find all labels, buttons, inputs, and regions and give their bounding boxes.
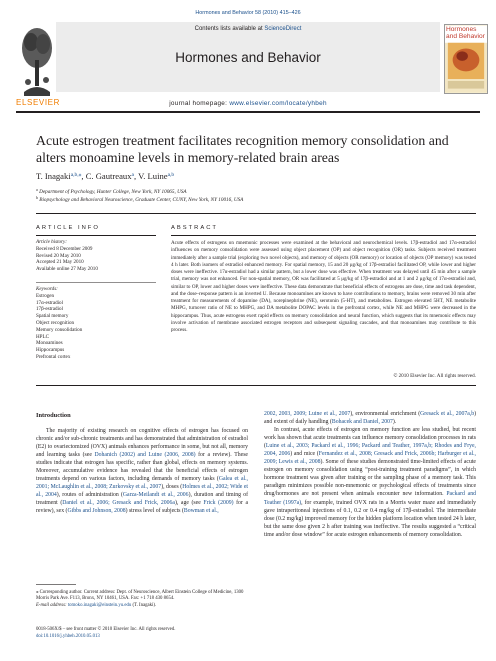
body-text: The majority of existing research on cognitive effects of estrogen has focused on chronic and/or sub-chronic treatments and has demonstrated that administration of estradiol (E2) to ovariectomized (OVX) animals enhances performance in some, but not all, memory and learning tasks (see <box>36 428 248 459</box>
email-label: E-mail address: <box>36 602 68 608</box>
affiliation-text: Department of Psychology, Hunter College, New York, NY 10065, USA <box>39 189 187 195</box>
footnote-rule <box>36 584 76 585</box>
history-item: Available online 27 May 2010 <box>36 266 98 273</box>
citation-link[interactable]: Luine et al., 2003; Packard et al., 1996; Packard and Teather, 1997a,b; Rhodes and Frye, 2004, 2006 <box>264 443 476 458</box>
homepage-link[interactable]: www.elsevier.com/locate/yhbeh <box>229 100 327 107</box>
keyword: Hippocampus <box>36 347 65 354</box>
keyword: Estrogen <box>36 292 55 299</box>
body-text: ). Some of these studies demonstrated time-limited effects of acute estrogen on memory consolidation using “post-training treatment paradigms”, in which hormone treatment was given after training or the sampling phase of a memory task. This paradigm minimizes possible non-mnemonic or psychological effects of treatments since drug/hormones are not present when animals encounter new information. <box>264 459 476 498</box>
article-history <box>36 239 156 273</box>
email-link[interactable]: tomoko.inagaki@einstein.yu.edu <box>67 602 132 608</box>
keyword: Object recognition <box>36 319 75 326</box>
elsevier-tree-logo <box>20 22 54 98</box>
keyword: Monoamines <box>36 340 63 347</box>
doi-link <box>36 634 248 640</box>
abstract-rule <box>171 235 476 236</box>
abstract-copyright: © 2010 Elsevier Inc. All rights reserved. <box>393 373 476 379</box>
body-text: ), routes of administration ( <box>56 492 123 499</box>
abstract-heading: ABSTRACT <box>171 225 218 231</box>
corresponding-author-footnote <box>36 590 248 609</box>
keyword: Memory consolidation <box>36 326 83 333</box>
body-text: ). <box>392 419 397 426</box>
body-text: ), duration and timing of treatment ( <box>36 492 248 507</box>
elsevier-wordmark: ELSEVIER <box>16 98 60 107</box>
citation-link[interactable]: Dohanich (2002) and Luine (2006, 2008) <box>94 452 196 459</box>
keyword: HPLC <box>36 333 50 340</box>
body-text: ), age (see <box>174 500 204 507</box>
issn-line: 0018-506X/$ – see front matter © 2010 Elsevier Inc. All rights reserved. <box>36 627 176 632</box>
corresponding-author-note: ⁎ Corresponding author. Current address: Dept. of Neuroscience, Albert Einstein College of Medicine, 1300 Morris Park Ave. F113, Bronx, NY 10461, USA. Fax: +1 718 430 8654. <box>36 590 244 602</box>
right-column <box>264 410 476 539</box>
author-marks: a,b <box>167 172 175 178</box>
keyword: 17β-estradiol <box>36 306 63 313</box>
history-item: Accepted 21 May 2010 <box>36 259 84 266</box>
homepage-prefix: journal homepage: <box>169 100 230 107</box>
citation-link[interactable]: Packard and Teather (1997a) <box>264 491 476 506</box>
intro-paragraph <box>36 427 248 516</box>
citation-link[interactable]: Garza-Meilandt et al., 2006 <box>122 492 189 499</box>
keyword: 17α-estradiol <box>36 299 63 306</box>
header-rule <box>16 111 480 113</box>
abstract-text: Acute effects of estrogens on mnemonic processes were examined at the behavioral and neurochemical levels. 17β-estradiol and 17α-estradiol influences on memory consolidation were assessed using object placement (OP) and object recognition (OR) tasks. Subjects received treatment immediately after a sample trial (exploring two novel objects), and memory of objects (OR memory) or location of objects (OP memory) was tested 4 h later. Both isomers of estradiol enhanced memory. For spatial memory, 15 and 20 μg/kg of 17β-estradiol facilitated OP, while lower and higher doses were ineffective. 17α-estradiol had a similar pattern, but a lower dose was effective. When treatment was delayed until 45 min after a sample trial, memory was not enhanced. For non-spatial memory, OR was facilitated at 5 μg/kg of 17β-estradiol and at 1 and 2 μg/kg of 17α-estradiol and, similar to OP, lower and higher doses were ineffective. These data demonstrate that beneficial effects of estrogens are dose, time and task dependent, and the dose–response pattern is an inverted U. Because monoamines are known to have contributions to memory, brains were removed 30 min after treatment for measurements of dopamine (DA), norepinephrine (NE), serotonin (5-HT), and metabolites. Estrogen elevated 5HT, NE metabolite MHPG, turnover ratio of NE to MHPG, and DA metabolite DOPAC levels in the prefrontal cortex, while NE and MHPG were decreased in the hippocampus. Thus, acute estrogens exert rapid effects on memory consolidation and neural function, which suggests that its mnemonic effects may involve activation of membrane associated estrogen receptors and subsequent signaling cascades, and that monoamines may contribute to this process. <box>171 240 476 333</box>
contents-line <box>56 26 440 32</box>
author-name[interactable]: V. Luine <box>138 171 168 181</box>
body-text: ), doses ( <box>161 484 183 491</box>
keywords-label: Keywords: <box>36 286 58 292</box>
citation-link[interactable]: Galea et al., 2001; McLaughlin et al., 2008; Zurkovsky et al., 2007 <box>36 476 248 491</box>
history-item: Received 8 December 2009 <box>36 245 93 252</box>
left-column <box>36 427 248 516</box>
body-text: ) and extent of daily handling ( <box>264 411 476 426</box>
body-text: for a review), sex ( <box>36 500 248 515</box>
sciencedirect-link[interactable]: ScienceDirect <box>264 26 302 32</box>
section-rule-bottom <box>36 385 476 386</box>
body-text: ) and mice ( <box>290 451 319 458</box>
citation-link[interactable]: Fernandez et al., 2008; Gresack and Frick, 2006b; Harburger et al., 2009; Lewis et al., 2008 <box>264 451 476 466</box>
author-name[interactable]: T. Inagaki <box>36 171 71 181</box>
keyword: Spatial memory <box>36 313 69 320</box>
citation-link[interactable]: 2002, 2003, 2009; Luine et al., 2007 <box>264 411 351 417</box>
affiliation-mark: a <box>36 187 38 192</box>
email-line <box>36 603 248 609</box>
citation-link[interactable]: Gresack et al., 2007a,b <box>420 411 475 417</box>
introduction-heading: Introduction <box>36 412 71 419</box>
affiliation <box>36 195 243 203</box>
article-info-rule <box>36 235 156 236</box>
citation-link[interactable]: Daniel et al., 2006; Gresack and Frick, 2006a <box>62 500 175 507</box>
affiliation-mark: b <box>36 195 38 200</box>
article-title: Acute estrogen treatment facilitates recognition memory consolidation and alters monoamine levels in memory-related brain areas <box>36 133 449 165</box>
citation-link[interactable]: Bohacek and Daniel, 2007 <box>331 419 393 426</box>
history-item: Revised 20 May 2010 <box>36 252 81 259</box>
citation-link[interactable]: Gibbs and Johnson, 2008 <box>67 508 126 515</box>
citation-link[interactable]: Frick (2009) <box>203 500 234 507</box>
section-rule-top <box>36 213 476 214</box>
keywords-block <box>36 286 156 361</box>
keyword: Prefrontal cortex <box>36 353 71 360</box>
citation-link[interactable]: Bowman et al., <box>183 508 219 515</box>
author-list: T. Inagaki$^{a,b,⁎}$, C. Gautreaux$^a$, V. Luine$^{a,b}$ <box>36 171 175 181</box>
body-text: , for example, trained OVX rats in a Morris water maze and immediately gave intraperitoneal injections of 0.1, 0.2 or 0.4 mg/kg of 17β-estradiol. The intermediate dose (0.2 mg/kg) improved memory for the hidden platform location when tested 24 h later, but the same dose given 2 h after training was ineffective. The results suggested a “critical time and/or dose window” for acute estrogen enhancements of memory consolidation. <box>264 499 476 538</box>
author-name[interactable]: C. Gautreaux <box>85 171 132 181</box>
running-head: Hormones and Behavior 58 (2010) 415–426 <box>195 10 301 16</box>
body-text: In contrast, acute effects of estrogen on memory function are less studied, but recent work has shown that acute treatments can influence memory consolidation processes in rats ( <box>264 427 476 450</box>
email-suffix: (T. Inagaki). <box>131 602 157 608</box>
affiliation-text: Biopsychology and Behavioral Neuroscience, Graduate Center, CUNY, New York, NY 10016, USA <box>39 197 244 203</box>
journal-homepage <box>56 100 440 107</box>
body-text: for a review). These studies indicate that estrogen has specific, rather than global, effects on memory systems. Moreover, accumulative evidence has revealed that the beneficial effects of estrogen treatments depend on various factors, including demands of memory tasks ( <box>36 452 248 483</box>
body-text: ), environmental enrichment ( <box>350 411 421 417</box>
cover-title: Hormones and Behavior <box>446 26 485 41</box>
author-marks: a <box>131 172 134 178</box>
citation-link[interactable]: Holmes et al., 2002; Wide et al., 2004 <box>36 484 248 499</box>
author-marks: a,b,⁎ <box>70 172 82 178</box>
intro-paragraph-continued <box>264 410 476 426</box>
affiliation <box>36 187 187 195</box>
contents-prefix: Contents lists available at <box>194 26 265 32</box>
history-label: Article history: <box>36 239 67 245</box>
keywords-rule <box>36 282 156 283</box>
intro-paragraph <box>264 426 476 539</box>
journal-title: Hormones and Behavior <box>175 50 321 65</box>
body-text: ) stress level of subjects ( <box>125 508 184 515</box>
article-info-heading: ARTICLE INFO <box>36 225 100 231</box>
doi-text[interactable]: doi:10.1016/j.yhbeh.2010.05.013 <box>36 634 100 639</box>
